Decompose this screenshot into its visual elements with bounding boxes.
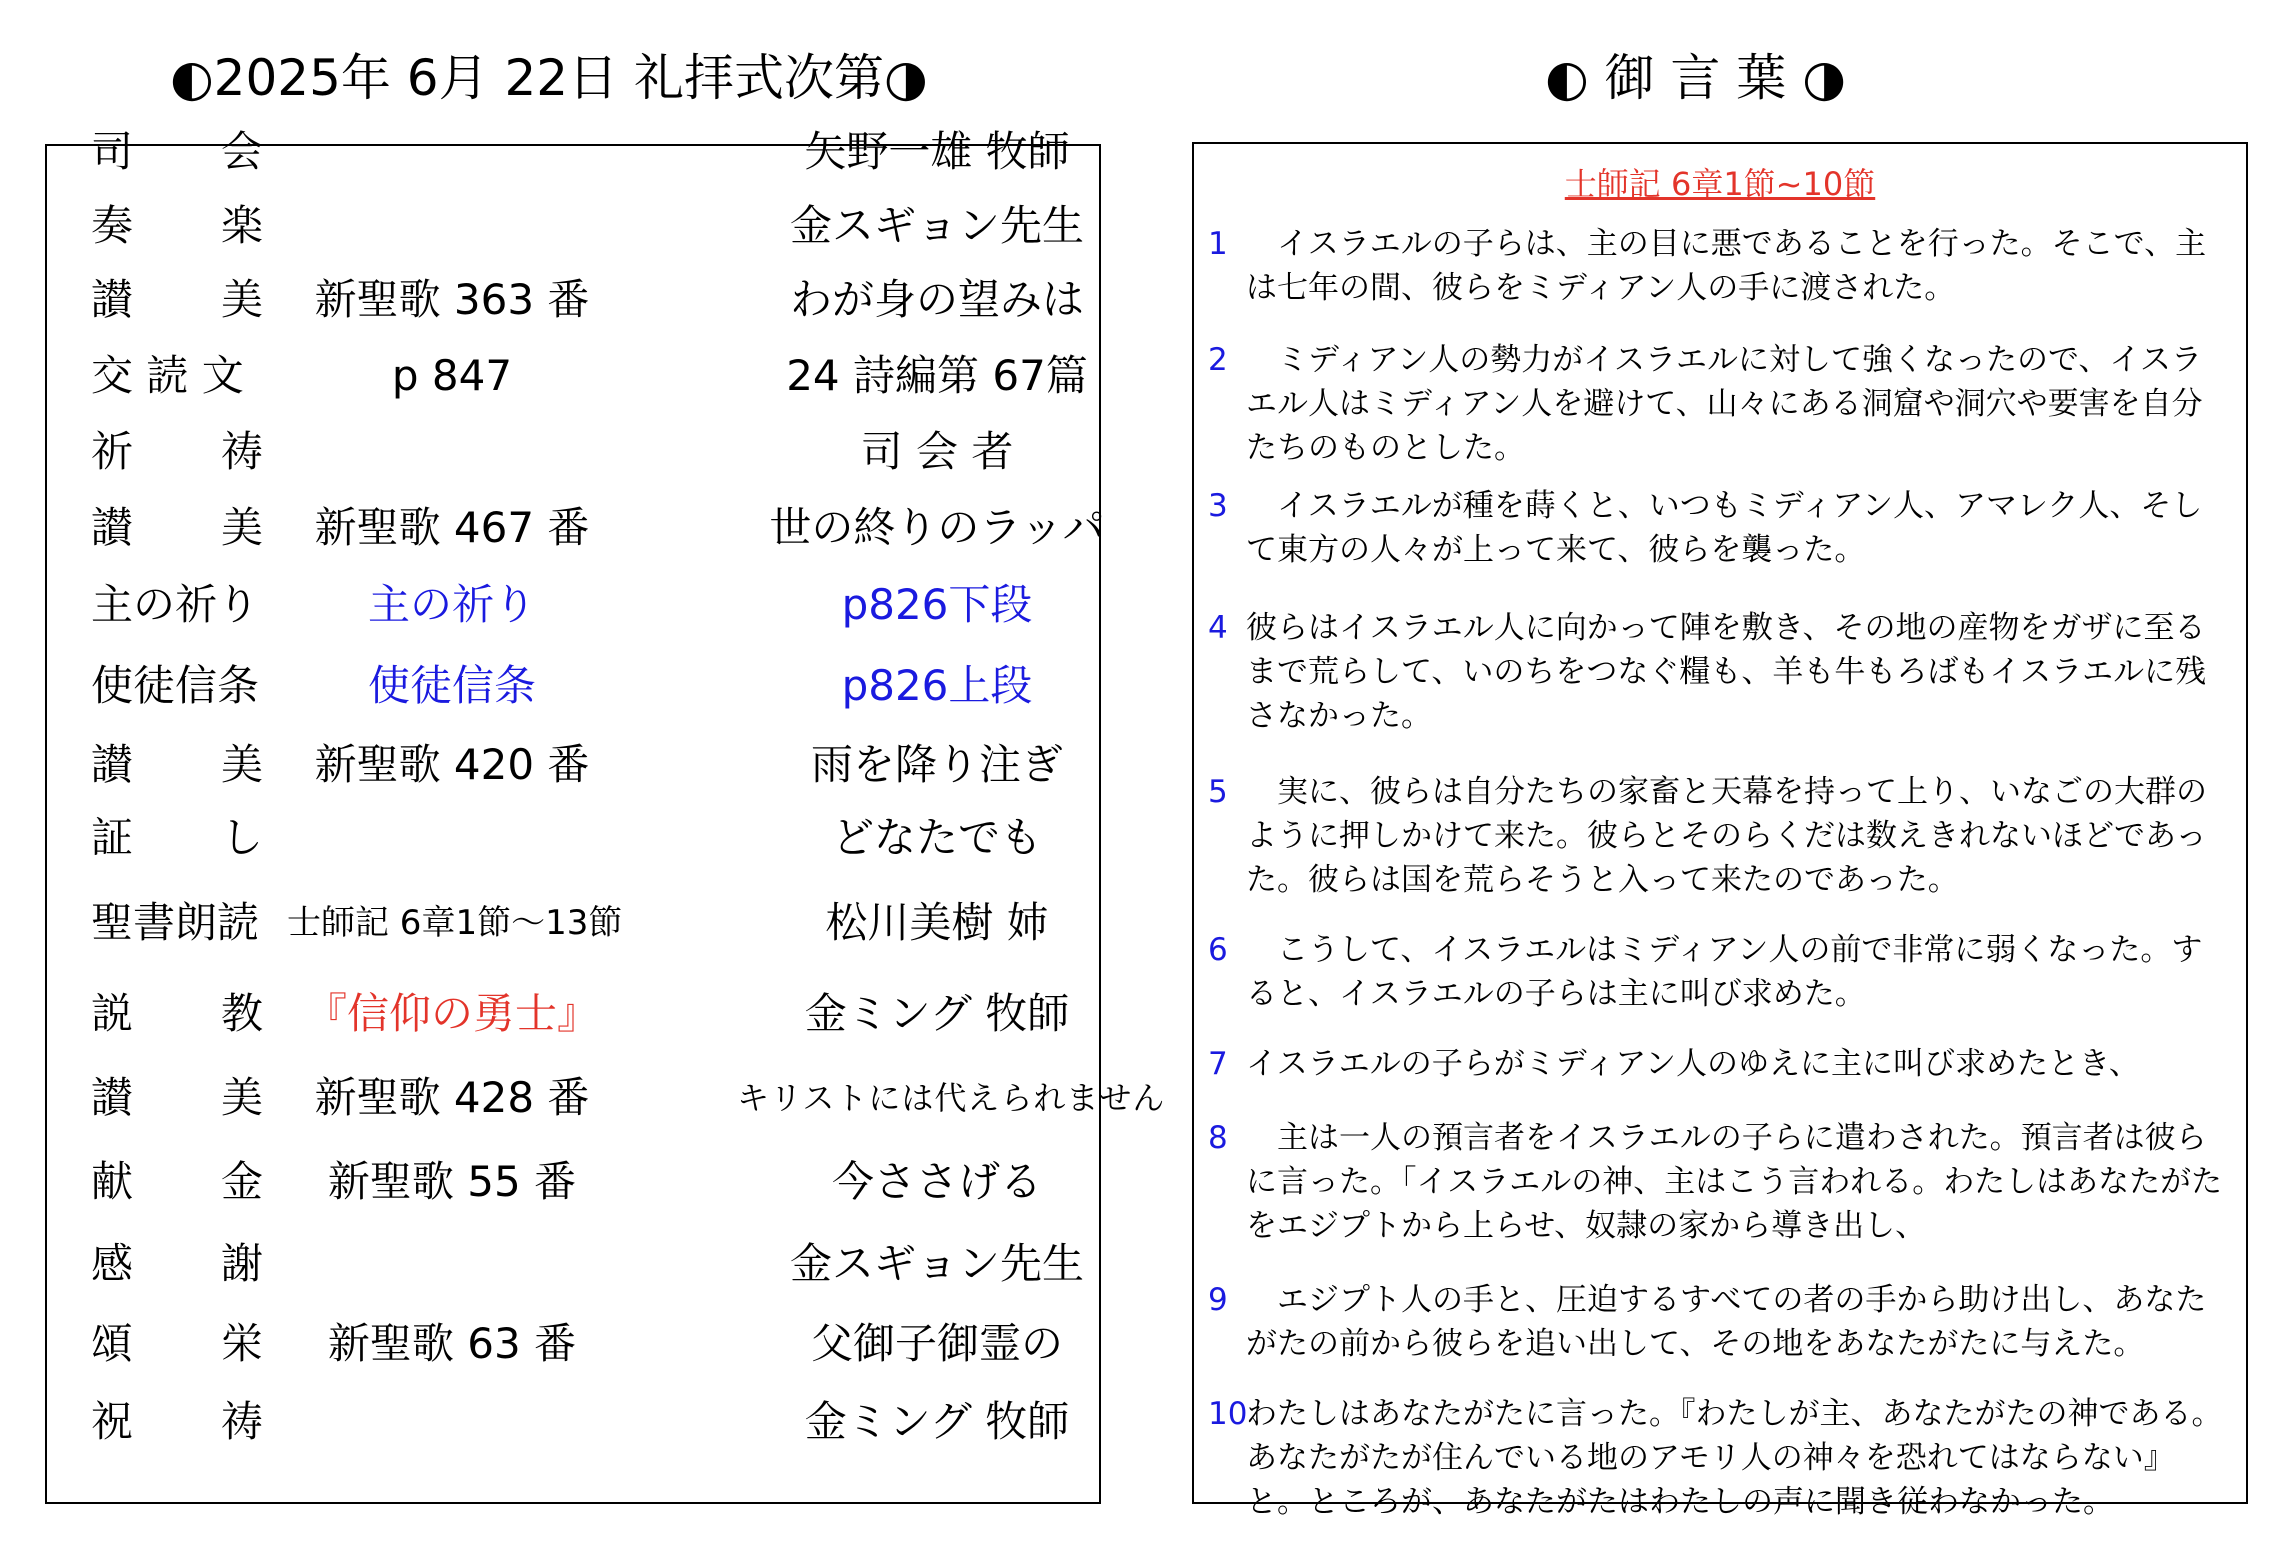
program-item-leader: どなたでも [831,813,1042,862]
program-row [47,1152,1099,1212]
program-row [47,1234,1099,1294]
program-item-detail: 新聖歌 420 番 [314,740,590,789]
program-row [47,808,1099,868]
program-row [47,1392,1099,1452]
program-item-detail: 『信仰の勇士』 [304,989,599,1038]
program-item-name-char-2: 祷 [221,427,264,476]
verse-text: ミディアン人の勢力がイスラエルに対して強くなったので、イスラエル人はミディアン人を避けて、山々にある洞窟や洞穴や要害を自分たちのものとした。 [1246,342,2203,466]
program-item-name-char-2: 美 [221,1073,264,1122]
program-row [47,1068,1166,1128]
program-row [47,270,1099,330]
program-item-leader: 金ミング 牧師 [804,1397,1070,1446]
program-item-leader: 今ささげる [831,1157,1042,1206]
program-item-leader: わが身の望みは [789,275,1084,324]
scripture-title: ◐ 御 言 葉 ◑ [1545,49,1846,107]
program-row [47,346,1099,406]
program-item-name: 使徒信条 [91,661,260,710]
program-item-leader: 金スギョン先生 [789,1239,1084,1288]
program-item-name-char-1: 説 [91,989,134,1038]
verse-number: 4 [1208,610,1228,646]
scripture-verse [1208,1116,2228,1248]
program-item-name-char-1: 頌 [91,1319,134,1368]
program-item-name-char-1: 奏 [91,201,134,250]
program-item-name-char-1: 感 [91,1239,134,1288]
program-item-name-char-1: 祝 [91,1397,134,1446]
verse-number: 3 [1208,488,1228,524]
verse-number: 2 [1208,342,1228,378]
program-item-name: 交 読 文 [91,351,244,400]
verse-number: 8 [1208,1120,1228,1156]
program-item-name-char-1: 讃 [91,1073,134,1122]
scripture-verse [1208,770,2228,902]
program-item-detail: 新聖歌 467 番 [314,503,590,552]
program-row [47,1314,1099,1374]
verse-number: 6 [1208,932,1228,968]
program-item-leader: p826上段 [841,661,1033,710]
verse-text: わたしはあなたがたに言った。『わたしが主、あなたがたの神である。あなたがたが住んでいる地のアモリ人の神々を恐れてはならない』と。ところが、あなたがたはわたしの声に聞き従わなかった。 [1246,1396,2223,1520]
program-item-name-char-2: し [221,813,264,862]
program-item-name-char-2: 教 [221,989,264,1038]
program-item-name-char-2: 美 [221,740,264,789]
program-item-name-char-2: 祷 [221,1397,264,1446]
verse-text: エジプト人の手と、圧迫するすべての者の手から助け出し、あなたがたの前から彼らを追い出して、その地をあなたがたに与えた。 [1246,1282,2207,1362]
program-item-leader: 金スギョン先生 [789,201,1084,250]
program-item-leader: キリストには代えられません [737,1079,1166,1117]
program-row [47,575,1099,635]
scripture-verse [1208,1042,2228,1086]
verse-number: 7 [1208,1046,1228,1082]
program-item-leader: 24 詩編第 67篇 [786,351,1088,400]
verse-text: こうして、イスラエルはミディアン人の前で非常に弱くなった。すると、イスラエルの子らは主に叫び求めた。 [1246,932,2203,1012]
program-item-name-char-1: 讃 [91,503,134,552]
program-item-leader: 松川美樹 姉 [825,898,1049,947]
scripture-verse [1208,222,2228,310]
program-row [47,498,1105,558]
program-item-name: 聖書朗読 [91,898,260,947]
scripture-verse [1208,1392,2228,1524]
verse-text: 主は一人の預言者をイスラエルの子らに遣わされた。預言者は彼らに言った。「イスラエルの神、主はこう言われる。わたしはあなたがたをエジプトから上らせ、奴隷の家から導き出し、 [1246,1120,2223,1244]
verse-text: イスラエルが種を蒔くと、いつもミディアン人、アマレク人、そして東方の人々が上って来て、彼らを襲った。 [1246,488,2203,568]
program-item-leader: 矢野一雄 牧師 [804,127,1070,176]
program-item-name-char-1: 司 [91,127,134,176]
scripture-verse [1208,928,2228,1016]
program-row [47,735,1099,795]
program-item-name-char-2: 美 [221,503,264,552]
program-item-leader: 世の終りのラッパ [769,503,1105,552]
program-item-leader: 金ミング 牧師 [804,989,1070,1038]
program-item-name-char-2: 謝 [221,1239,264,1288]
program-row [47,656,1099,716]
program-item-name: 主の祈り [91,580,260,629]
program-item-name-char-2: 栄 [221,1319,264,1368]
scripture-panel [1192,142,2248,1520]
verse-number: 5 [1208,774,1228,810]
program-item-name-char-1: 証 [91,813,134,862]
program-row [47,893,1099,953]
program-item-detail: 主の祈り [367,580,536,629]
verse-text: 彼らはイスラエル人に向かって陣を敷き、その地の産物をガザに至るまで荒らして、いのちをつなぐ糧も、羊も牛もろばもイスラエルに残さなかった。 [1246,610,2207,734]
program-item-name-char-2: 金 [221,1157,264,1206]
verse-text: イスラエルの子らは、主の目に悪であることを行った。そこで、主は七年の間、彼らをミディアン人の手に渡された。 [1246,226,2207,306]
program-item-detail: 新聖歌 363 番 [314,275,590,324]
scripture-verse [1208,338,2228,470]
verse-text: イスラエルの子らがミディアン人のゆえに主に叫び求めたとき、 [1246,1046,2140,1082]
program-item-leader: 司 会 者 [860,427,1014,476]
scripture-reference: 士師記 6章1節~10節 [1564,165,1876,203]
program-item-name-char-2: 美 [221,275,264,324]
program-item-leader: 雨を降り注ぎ [810,740,1063,789]
program-item-name-char-1: 祈 [91,427,134,476]
verse-text: 実に、彼らは自分たちの家畜と天幕を持って上り、いなごの大群のように押しかけて来た。彼らとそのらくだは数えきれないほどであった。彼らは国を荒らそうと入って来たのであった。 [1246,774,2207,898]
program-item-leader: p826下段 [841,580,1033,629]
program-item-name-char-2: 会 [221,127,264,176]
program-item-detail: 新聖歌 63 番 [327,1319,577,1368]
program-item-detail: 使徒信条 [367,661,536,710]
program-item-detail: p 847 [391,351,513,400]
program-item-name-char-1: 讃 [91,740,134,789]
program-item-name-char-2: 楽 [221,201,264,250]
program-item-detail: 新聖歌 428 番 [314,1073,590,1122]
verse-number: 1 [1208,226,1228,262]
program-item-detail: 士師記 6章1節～13節 [287,903,623,943]
program-row [47,422,1099,482]
program-row [47,984,1099,1044]
program-item-detail: 新聖歌 55 番 [327,1157,577,1206]
scripture-verse [1208,606,2228,738]
scripture-verse [1208,484,2228,572]
program-row [47,122,1099,182]
worship-order-panel [45,127,1166,1504]
program-title: ◐2025年 6月 22日 礼拝式次第◑ [170,49,928,107]
scripture-verse [1208,1278,2228,1366]
verse-number: 9 [1208,1282,1228,1318]
verse-number: 10 [1208,1396,1248,1432]
program-item-name-char-1: 讃 [91,275,134,324]
program-row [47,196,1099,256]
program-item-name-char-1: 献 [91,1157,134,1206]
program-item-leader: 父御子御霊の [810,1319,1063,1368]
